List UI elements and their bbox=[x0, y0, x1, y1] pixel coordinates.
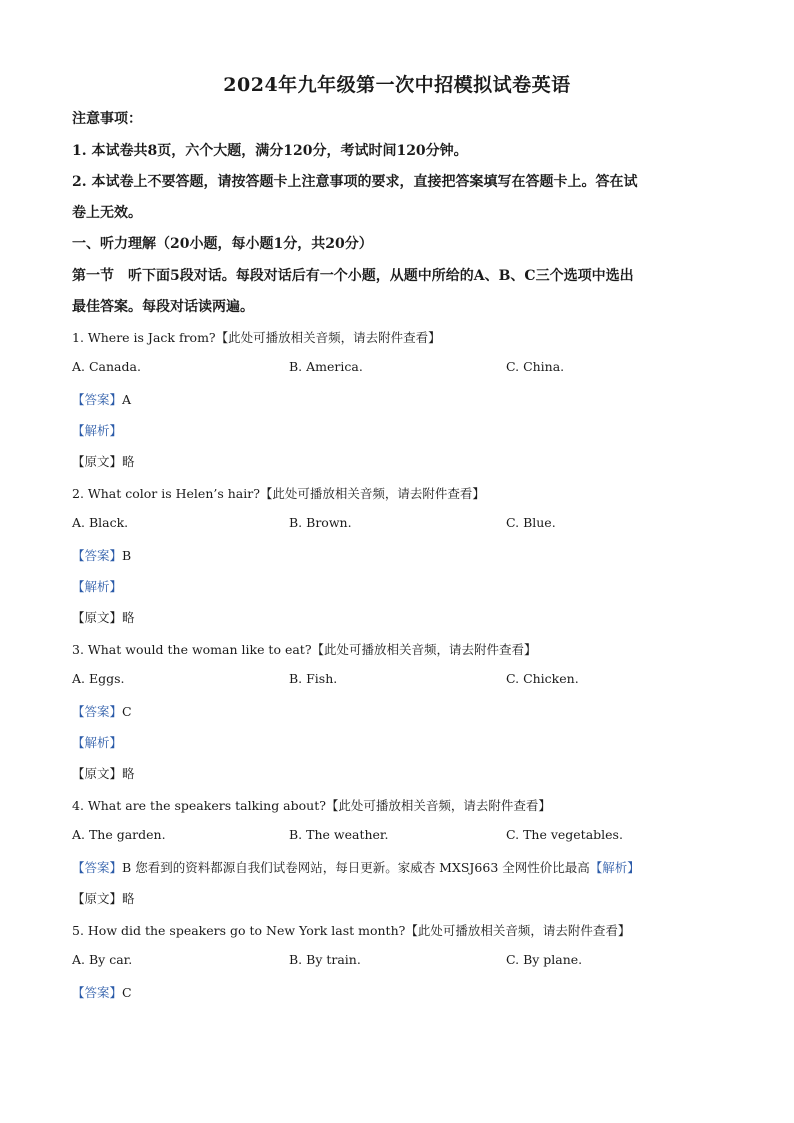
question-2-original bbox=[72, 608, 732, 626]
answer-value: A bbox=[122, 392, 132, 407]
question-3-original bbox=[72, 764, 732, 782]
analysis-label: 【解析】 bbox=[72, 579, 123, 594]
question-1: 1. Where is Jack from?【此处可播放相关音频，请去附件查看】 bbox=[72, 330, 441, 345]
question-3-option-a: A. Eggs. bbox=[72, 671, 125, 686]
question-1-original bbox=[72, 452, 732, 470]
question-4-option-b: B. The weather. bbox=[289, 827, 389, 842]
part1-instruction-line-2: 最佳答案。每段对话读两遍。 bbox=[72, 299, 254, 315]
question-4-option-c: C. The vegetables. bbox=[506, 827, 623, 842]
notice-item-2-line-2: 卷上无效。 bbox=[72, 205, 142, 221]
question-2: 2. What color is Helen’s hair?【此处可播放相关音频，请去附件查看】 bbox=[72, 486, 485, 501]
answer-label: 【答案】 bbox=[72, 985, 123, 1000]
answer-value: B bbox=[122, 860, 132, 875]
question-5-answer bbox=[72, 983, 732, 1001]
original-value: 略 bbox=[122, 766, 135, 781]
notice-item-1: 1. 本试卷共8页，六个大题，满分120分，考试时间120分钟。 bbox=[72, 143, 468, 159]
analysis-label: 【解析】 bbox=[589, 860, 640, 875]
page-title: 2024年九年级第一次中招模拟试卷英语 bbox=[223, 74, 571, 96]
original-label: 【原文】 bbox=[72, 610, 123, 625]
question-2-option-a: A. Black. bbox=[72, 515, 129, 530]
question-3-option-c: C. Chicken. bbox=[506, 671, 579, 686]
question-2-option-b: B. Brown. bbox=[289, 515, 352, 530]
analysis-label: 【解析】 bbox=[72, 423, 123, 438]
question-1-option-c: C. China. bbox=[506, 359, 565, 374]
original-label: 【原文】 bbox=[72, 766, 123, 781]
original-value: 略 bbox=[122, 891, 135, 906]
question-3-analysis bbox=[72, 733, 732, 751]
question-2-analysis bbox=[72, 577, 732, 595]
original-value: 略 bbox=[122, 454, 135, 469]
section-heading: 一、听力理解（20小题，每小题1分，共20分） bbox=[72, 236, 373, 252]
question-3: 3. What would the woman like to eat?【此处可播放相关音频，请去附件查看】 bbox=[72, 642, 537, 657]
question-5: 5. How did the speakers go to New York last month?【此处可播放相关音频，请去附件查看】 bbox=[72, 923, 631, 938]
question-3-answer bbox=[72, 702, 732, 720]
answer-value: C bbox=[122, 985, 132, 1000]
question-4-answer bbox=[72, 858, 732, 876]
original-label: 【原文】 bbox=[72, 891, 123, 906]
notice-heading: 注意事项： bbox=[72, 111, 142, 127]
answer-label: 【答案】 bbox=[72, 548, 123, 563]
question-4-original bbox=[72, 889, 732, 907]
answer-value: C bbox=[122, 704, 132, 719]
question-1-option-b: B. America. bbox=[289, 359, 363, 374]
answer-label: 【答案】 bbox=[72, 392, 123, 407]
notice-item-2-line-1: 2. 本试卷上不要答题，请按答题卡上注意事项的要求，直接把答案填写在答题卡上。答在试 bbox=[72, 174, 638, 190]
question-3-option-b: B. Fish. bbox=[289, 671, 338, 686]
analysis-label: 【解析】 bbox=[72, 735, 123, 750]
original-value: 略 bbox=[122, 610, 135, 625]
question-1-answer bbox=[72, 390, 732, 408]
question-1-analysis bbox=[72, 421, 732, 439]
answer-value: B bbox=[122, 548, 132, 563]
question-5-option-b: B. By train. bbox=[289, 952, 361, 967]
question-1-option-a: A. Canada. bbox=[72, 359, 141, 374]
question-4: 4. What are the speakers talking about?【此处可播放相关音频，请去附件查看】 bbox=[72, 798, 551, 813]
question-5-option-a: A. By car. bbox=[72, 952, 133, 967]
original-label: 【原文】 bbox=[72, 454, 123, 469]
question-4-option-a: A. The garden. bbox=[72, 827, 166, 842]
answer-label: 【答案】 bbox=[72, 704, 123, 719]
question-2-option-c: C. Blue. bbox=[506, 515, 556, 530]
watermark-note: 您看到的资料都源自我们试卷网站，每日更新。家威杏 MXSJ663 全网性价比最高 bbox=[135, 860, 590, 875]
question-2-answer bbox=[72, 546, 732, 564]
answer-label: 【答案】 bbox=[72, 860, 123, 875]
question-5-option-c: C. By plane. bbox=[506, 952, 583, 967]
part1-instruction-line-1: 第一节 听下面5段对话。每段对话后有一个小题，从题中所给的A、B、C三个选项中选出 bbox=[72, 268, 634, 284]
